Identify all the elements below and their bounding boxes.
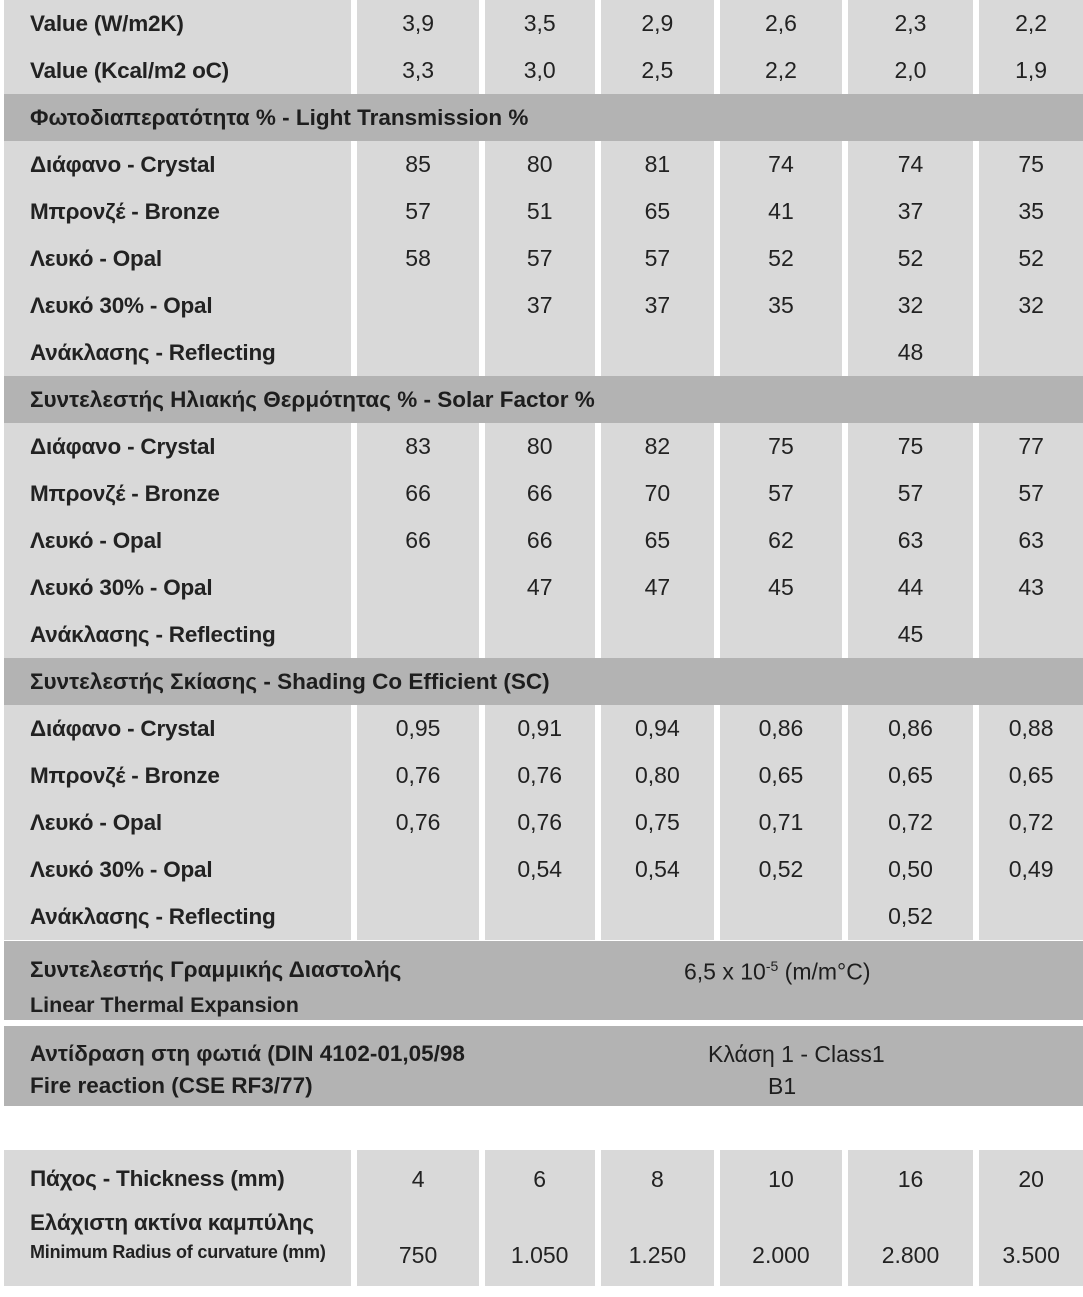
row-value (601, 611, 715, 658)
expansion-value (684, 958, 871, 986)
row-value (357, 846, 479, 893)
row-label: Λευκό - Opal (4, 799, 351, 846)
radius-value: 750 (357, 1208, 479, 1286)
row-value (979, 893, 1083, 940)
row-value: 75 (720, 423, 842, 470)
row-value: 41 (720, 188, 842, 235)
thickness-value: 6 (485, 1150, 595, 1208)
row-value: 2,3 (848, 0, 974, 47)
row-value: 0,65 (979, 752, 1083, 799)
properties-table (4, 0, 1083, 940)
row-value: 0,88 (979, 705, 1083, 752)
row-value (357, 611, 479, 658)
row-value (601, 893, 715, 940)
fire-reaction-block (4, 1026, 1083, 1106)
row-value (357, 893, 479, 940)
row-value: 75 (848, 423, 974, 470)
row-value: 77 (979, 423, 1083, 470)
table-row (4, 423, 1083, 470)
section-header: Συντελεστής Ηλιακής Θερμότητας % - Solar Factor % (4, 376, 1083, 423)
row-label: Μπρονζέ - Bronze (4, 188, 351, 235)
table-row (4, 611, 1083, 658)
row-value: 48 (848, 329, 974, 376)
row-value: 0,52 (848, 893, 974, 940)
row-value (485, 329, 595, 376)
row-value: 0,50 (848, 846, 974, 893)
table-row (4, 47, 1083, 94)
row-label: Διάφανο - Crystal (4, 423, 351, 470)
row-label: Ανάκλασης - Reflecting (4, 893, 351, 940)
row-value: 0,49 (979, 846, 1083, 893)
table-row (4, 846, 1083, 893)
row-value (979, 329, 1083, 376)
section-header: Συντελεστής Σκίασης - Shading Co Efficient (SC) (4, 658, 1083, 705)
row-value: 45 (720, 564, 842, 611)
expansion-label-english: Linear Thermal Expansion (30, 993, 299, 1017)
row-value: 35 (979, 188, 1083, 235)
row-value (357, 564, 479, 611)
row-value: 47 (485, 564, 595, 611)
row-value: 57 (720, 470, 842, 517)
row-value: 80 (485, 423, 595, 470)
row-value: 0,72 (979, 799, 1083, 846)
row-value: 57 (979, 470, 1083, 517)
row-value: 0,91 (485, 705, 595, 752)
row-value: 82 (601, 423, 715, 470)
row-value: 65 (601, 188, 715, 235)
row-value: 32 (848, 282, 974, 329)
row-label: Λευκό 30% - Opal (4, 282, 351, 329)
row-value: 57 (485, 235, 595, 282)
table-row (4, 141, 1083, 188)
row-value: 63 (848, 517, 974, 564)
row-value: 47 (601, 564, 715, 611)
row-value: 0,76 (357, 752, 479, 799)
table-row (4, 799, 1083, 846)
expansion-label-greek: Συντελεστής Γραμμικής Διαστολής (30, 957, 402, 982)
radius-row (4, 1208, 1083, 1286)
radius-value: 1.250 (601, 1208, 715, 1286)
fire-label-greek: Αντίδραση στη φωτιά (DIN 4102-01,05/98 (30, 1041, 465, 1066)
thickness-value: 8 (601, 1150, 715, 1208)
row-value: 3,0 (485, 47, 595, 94)
row-value: 0,94 (601, 705, 715, 752)
row-value: 3,5 (485, 0, 595, 47)
row-value: 0,86 (720, 705, 842, 752)
row-value: 80 (485, 141, 595, 188)
row-value: 2,9 (601, 0, 715, 47)
expansion-value-base: 6,5 x 10 (684, 958, 766, 985)
linear-expansion-block (4, 941, 1083, 1020)
row-label: Λευκό 30% - Opal (4, 846, 351, 893)
row-value: 37 (485, 282, 595, 329)
row-label: Λευκό 30% - Opal (4, 564, 351, 611)
thickness-value: 20 (979, 1150, 1083, 1208)
row-value: 2,5 (601, 47, 715, 94)
row-value: 62 (720, 517, 842, 564)
row-value: 0,65 (848, 752, 974, 799)
row-value (979, 611, 1083, 658)
expansion-value-exponent: -5 (765, 958, 779, 974)
row-value: 37 (601, 282, 715, 329)
row-value: 0,76 (485, 799, 595, 846)
fire-label-english: Fire reaction (CSE RF3/77) (30, 1073, 313, 1098)
table-row (4, 564, 1083, 611)
row-value: 0,76 (357, 799, 479, 846)
row-value: 0,54 (601, 846, 715, 893)
row-value: 66 (485, 517, 595, 564)
row-label: Διάφανο - Crystal (4, 705, 351, 752)
radius-value: 1.050 (485, 1208, 595, 1286)
row-value: 37 (848, 188, 974, 235)
table-row (4, 0, 1083, 47)
radius-label-english: Minimum Radius of curvature (mm) (30, 1242, 326, 1262)
thickness-label: Πάχος - Thickness (mm) (4, 1150, 351, 1208)
radius-value: 2.800 (848, 1208, 974, 1286)
row-value (720, 893, 842, 940)
row-value (601, 329, 715, 376)
row-value: 2,2 (720, 47, 842, 94)
row-value: 0,76 (485, 752, 595, 799)
row-value: 51 (485, 188, 595, 235)
section-header: Φωτοδιαπερατότητα % - Light Transmission % (4, 94, 1083, 141)
fire-value-b1: B1 (768, 1073, 797, 1099)
thickness-row (4, 1150, 1083, 1208)
row-value: 57 (601, 235, 715, 282)
row-value: 66 (357, 470, 479, 517)
row-value (720, 329, 842, 376)
row-label: Διάφανο - Crystal (4, 141, 351, 188)
row-value (720, 611, 842, 658)
row-value: 3,3 (357, 47, 479, 94)
row-value: 74 (848, 141, 974, 188)
expansion-value-unit: (m/m°C) (778, 958, 871, 985)
table-row (4, 752, 1083, 799)
row-value (485, 611, 595, 658)
row-value: 75 (979, 141, 1083, 188)
row-value: 63 (979, 517, 1083, 564)
row-value: 0,72 (848, 799, 974, 846)
row-value: 43 (979, 564, 1083, 611)
table-row (4, 329, 1083, 376)
thickness-table (4, 1150, 1083, 1286)
row-value: 65 (601, 517, 715, 564)
row-value: 52 (979, 235, 1083, 282)
row-value: 57 (357, 188, 479, 235)
row-value: 70 (601, 470, 715, 517)
row-value: 52 (848, 235, 974, 282)
row-label: Value (Kcal/m2 oC) (4, 47, 351, 94)
row-value: 44 (848, 564, 974, 611)
row-value: 0,75 (601, 799, 715, 846)
row-label: Μπρονζέ - Bronze (4, 752, 351, 799)
thickness-value: 4 (357, 1150, 479, 1208)
table-row (4, 705, 1083, 752)
row-value: 0,71 (720, 799, 842, 846)
row-value: 66 (357, 517, 479, 564)
row-value: 32 (979, 282, 1083, 329)
row-value: 74 (720, 141, 842, 188)
row-value: 57 (848, 470, 974, 517)
row-value: 3,9 (357, 0, 479, 47)
table-row (4, 517, 1083, 564)
row-label: Value (W/m2K) (4, 0, 351, 47)
row-value: 81 (601, 141, 715, 188)
row-label: Ανάκλασης - Reflecting (4, 611, 351, 658)
table-row (4, 893, 1083, 940)
row-value (485, 893, 595, 940)
row-value: 52 (720, 235, 842, 282)
table-row (4, 235, 1083, 282)
row-value: 0,65 (720, 752, 842, 799)
row-value: 0,95 (357, 705, 479, 752)
thickness-value: 16 (848, 1150, 974, 1208)
radius-label-greek: Ελάχιστη ακτίνα καμπύλης (30, 1210, 314, 1235)
row-label: Λευκό - Opal (4, 235, 351, 282)
row-value: 85 (357, 141, 479, 188)
table-row (4, 470, 1083, 517)
row-value: 1,9 (979, 47, 1083, 94)
row-label: Λευκό - Opal (4, 517, 351, 564)
radius-value: 3.500 (979, 1208, 1083, 1286)
row-value (357, 329, 479, 376)
row-label: Μπρονζέ - Bronze (4, 470, 351, 517)
table-row (4, 188, 1083, 235)
row-value: 0,86 (848, 705, 974, 752)
row-value: 0,80 (601, 752, 715, 799)
row-value: 0,54 (485, 846, 595, 893)
fire-value-class: Κλάση 1 - Class1 (708, 1041, 885, 1067)
row-value: 2,6 (720, 0, 842, 47)
row-value: 2,2 (979, 0, 1083, 47)
row-value: 45 (848, 611, 974, 658)
row-value: 58 (357, 235, 479, 282)
row-value: 2,0 (848, 47, 974, 94)
radius-label (4, 1208, 351, 1286)
row-value: 35 (720, 282, 842, 329)
row-value: 66 (485, 470, 595, 517)
row-label: Ανάκλασης - Reflecting (4, 329, 351, 376)
table-row (4, 282, 1083, 329)
thickness-value: 10 (720, 1150, 842, 1208)
row-value: 83 (357, 423, 479, 470)
row-value (357, 282, 479, 329)
radius-value: 2.000 (720, 1208, 842, 1286)
row-value: 0,52 (720, 846, 842, 893)
